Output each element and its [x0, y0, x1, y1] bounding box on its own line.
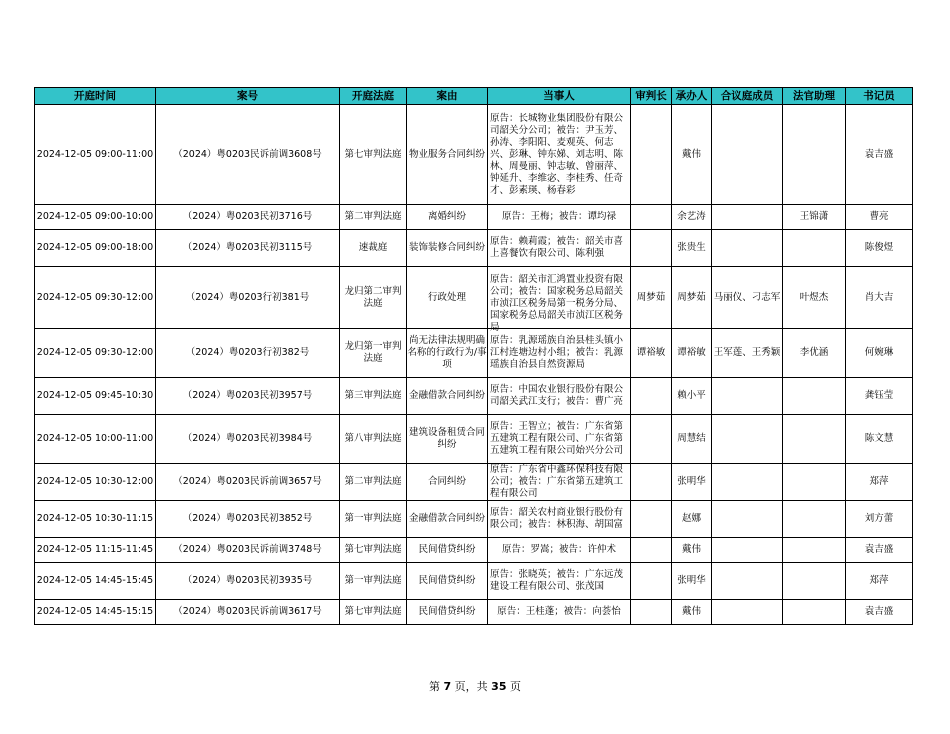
table-row	[35, 267, 913, 329]
cell-chief-judge	[631, 378, 672, 415]
cell-case-number	[156, 230, 340, 267]
cell-clerk-text: 刘方蕾	[864, 513, 894, 524]
header-row	[35, 88, 913, 105]
cell-courtroom-text: 第八审判法庭	[344, 433, 402, 444]
cell-handler	[672, 267, 712, 329]
cell-clerk	[846, 538, 913, 563]
cell-courtroom	[340, 501, 407, 538]
cell-parties	[488, 415, 631, 464]
cell-clerk	[846, 563, 913, 600]
cell-cause-text: 物业服务合同纠纷	[408, 148, 485, 160]
cell-assistant-text: 李优涵	[799, 347, 829, 358]
cell-assistant	[783, 538, 846, 563]
hearing-schedule-table	[34, 87, 913, 625]
cell-handler-text: 谭裕敏	[677, 347, 706, 358]
cell-parties-text: 原告：赖莉霞；被告：韶关市喜上喜餐饮有限公司、陈利强	[490, 236, 624, 259]
cell-assistant	[783, 563, 846, 600]
cell-chief-judge	[631, 600, 672, 625]
cell-case-number-text: （2024）粤0203民初3716号	[182, 211, 313, 222]
cell-clerk	[846, 329, 913, 378]
cell-courtroom	[340, 464, 407, 501]
table-row	[35, 538, 913, 563]
cell-chief-judge-text: 周梦茹	[636, 291, 666, 303]
table-row	[35, 464, 913, 501]
cell-cause-text: 民间借贷纠纷	[418, 544, 476, 555]
header-case-number: 案号	[156, 88, 340, 105]
cell-parties	[488, 600, 631, 625]
cell-parties-text: 原告：韶关农村商业银行股份有限公司；被告：林积海、胡国富	[490, 507, 624, 530]
cell-clerk-text: 袁吉盛	[864, 544, 894, 555]
cell-clerk	[846, 267, 913, 329]
cell-time-text: 2024-12-05 09:45-10:30	[36, 390, 154, 401]
cell-parties	[488, 464, 631, 501]
cell-clerk	[846, 415, 913, 464]
page-footer	[0, 678, 950, 694]
cell-courtroom-text: 速裁庭	[358, 242, 388, 253]
cell-case-number-text: （2024）粤0203民初3984号	[182, 433, 313, 444]
cell-clerk	[846, 464, 913, 501]
cell-panel	[712, 563, 783, 600]
cell-time	[35, 538, 156, 563]
header-cause: 案由	[407, 88, 488, 105]
cell-panel	[712, 538, 783, 563]
cell-clerk	[846, 105, 913, 205]
cell-cause	[407, 600, 488, 625]
cell-assistant-text: 王锦潇	[799, 211, 829, 222]
cell-handler-text: 张明华	[677, 575, 706, 586]
cell-chief-judge	[631, 329, 672, 378]
cell-courtroom	[340, 563, 407, 600]
cell-time	[35, 501, 156, 538]
cell-parties	[488, 329, 631, 378]
cell-clerk-text: 陈俊煜	[864, 242, 894, 253]
cell-case-number	[156, 267, 340, 329]
cell-chief-judge	[631, 464, 672, 501]
cell-handler	[672, 600, 712, 625]
cell-parties-text: 原告：罗嵩；被告：许仲术	[501, 544, 616, 555]
cell-case-number-text: （2024）粤0203民诉前调3748号	[173, 544, 322, 555]
cell-parties-text: 原告：广东省中鑫环保科技有限公司；被告：广东省第五建筑工程有限公司	[490, 464, 624, 499]
cell-assistant	[783, 415, 846, 464]
cell-cause-text: 民间借贷纠纷	[418, 606, 476, 617]
cell-time-text: 2024-12-05 14:45-15:15	[36, 606, 154, 617]
table-row	[35, 329, 913, 378]
cell-clerk-text: 肖大吉	[864, 291, 894, 303]
cell-parties-text: 原告：王梅；被告：谭均禄	[501, 211, 616, 222]
cell-cause-text: 离婚纠纷	[427, 211, 466, 222]
cell-assistant	[783, 267, 846, 329]
cell-parties-text: 原告：中国农业银行股份有限公司韶关武江支行；被告：曹广亮	[490, 384, 624, 407]
cell-case-number-text: （2024）粤0203行初381号	[185, 291, 310, 303]
header-handler: 承办人	[672, 88, 712, 105]
cell-panel	[712, 205, 783, 230]
cell-courtroom-text: 龙归第二审判法庭	[344, 285, 402, 309]
cell-time-text: 2024-12-05 10:00-11:00	[36, 433, 154, 444]
cell-handler	[672, 378, 712, 415]
cell-parties	[488, 378, 631, 415]
cell-clerk-text: 何婉琳	[864, 347, 894, 358]
table-row	[35, 501, 913, 538]
cell-cause	[407, 267, 488, 329]
header-parties: 当事人	[488, 88, 631, 105]
cell-case-number-text: （2024）粤0203民诉前调3657号	[173, 476, 322, 487]
cell-panel	[712, 378, 783, 415]
cell-chief-judge	[631, 538, 672, 563]
cell-cause	[407, 538, 488, 563]
cell-time	[35, 267, 156, 329]
cell-chief-judge	[631, 105, 672, 205]
cell-courtroom-text: 第七审判法庭	[344, 148, 402, 160]
footer-total-pages: 35	[491, 680, 507, 693]
cell-courtroom-text: 龙归第一审判法庭	[344, 341, 402, 364]
cell-parties	[488, 563, 631, 600]
cell-time	[35, 600, 156, 625]
cell-courtroom	[340, 538, 407, 563]
cell-handler	[672, 329, 712, 378]
cell-panel-text: 王军莲、王秀颖	[713, 347, 781, 358]
cell-courtroom	[340, 230, 407, 267]
cell-time-text: 2024-12-05 10:30-12:00	[36, 476, 154, 487]
table-row	[35, 205, 913, 230]
cell-parties	[488, 230, 631, 267]
cell-courtroom	[340, 105, 407, 205]
cell-panel	[712, 415, 783, 464]
cell-assistant	[783, 464, 846, 501]
cell-clerk-text: 龚钰莹	[864, 390, 894, 401]
cell-case-number-text: （2024）粤0203民诉前调3617号	[173, 606, 322, 617]
cell-parties	[488, 501, 631, 538]
cell-time-text: 2024-12-05 09:00-18:00	[36, 242, 154, 253]
cell-panel	[712, 501, 783, 538]
cell-chief-judge	[631, 230, 672, 267]
cell-panel	[712, 105, 783, 205]
cell-handler	[672, 415, 712, 464]
cell-courtroom-text: 第三审判法庭	[344, 390, 402, 401]
table-row	[35, 600, 913, 625]
cell-time	[35, 105, 156, 205]
cell-time-text: 2024-12-05 14:45-15:45	[36, 575, 154, 586]
cell-cause-text: 行政处理	[427, 291, 466, 303]
cell-handler-text: 周慧结	[677, 433, 706, 444]
cell-cause	[407, 205, 488, 230]
cell-chief-judge	[631, 501, 672, 538]
cell-assistant	[783, 501, 846, 538]
cell-cause	[407, 464, 488, 501]
header-assistant: 法官助理	[783, 88, 846, 105]
header-courtroom: 开庭法庭	[340, 88, 407, 105]
cell-panel	[712, 329, 783, 378]
cell-parties-text: 原告：王智立；被告：广东省第五建筑工程有限公司、广东省第五建筑工程有限公司始兴分公司	[490, 421, 624, 456]
cell-handler	[672, 205, 712, 230]
cell-case-number	[156, 600, 340, 625]
cell-parties-text: 原告：王桂蓬；被告：向荟怡	[497, 606, 621, 617]
cell-case-number	[156, 501, 340, 538]
cell-clerk-text: 郑萍	[869, 575, 889, 586]
cell-case-number-text: （2024）粤0203民诉前调3608号	[173, 148, 322, 160]
cell-handler-text: 周梦茹	[677, 291, 706, 303]
cell-case-number	[156, 378, 340, 415]
cell-case-number-text: （2024）粤0203民初3115号	[182, 242, 313, 253]
cell-cause	[407, 105, 488, 205]
cell-cause-text: 民间借贷纠纷	[418, 575, 476, 586]
cell-cause	[407, 501, 488, 538]
cell-time-text: 2024-12-05 09:30-12:00	[36, 291, 154, 303]
cell-cause	[407, 230, 488, 267]
cell-handler	[672, 563, 712, 600]
cell-chief-judge	[631, 267, 672, 329]
cell-parties-text: 原告：韶关市汇鸿置业投资有限公司；被告：国家税务总局韶关市浈江区税务局第一税务分局、国家税务总局韶关市浈江区税务局	[490, 273, 624, 333]
cell-time	[35, 464, 156, 501]
cell-clerk	[846, 205, 913, 230]
cell-chief-judge	[631, 563, 672, 600]
cell-clerk-text: 曹亮	[869, 211, 889, 222]
header-chief-judge: 审判长	[631, 88, 672, 105]
cell-parties	[488, 538, 631, 563]
cell-panel-text: 马丽仪、刁志军	[713, 291, 781, 303]
cell-chief-judge	[631, 415, 672, 464]
cell-assistant-text: 叶煜杰	[799, 291, 829, 303]
cell-handler-text: 戴伟	[681, 606, 701, 617]
cell-courtroom	[340, 329, 407, 378]
cell-case-number-text: （2024）粤0203行初382号	[185, 347, 310, 358]
cell-cause-text: 装饰装修合同纠纷	[408, 242, 485, 253]
cell-cause-text: 合同纠纷	[427, 476, 466, 487]
cell-parties	[488, 267, 631, 333]
cell-courtroom-text: 第二审判法庭	[344, 476, 402, 487]
cell-panel	[712, 600, 783, 625]
cell-case-number-text: （2024）粤0203民初3935号	[182, 575, 313, 586]
table-row	[35, 563, 913, 600]
cell-handler-text: 赵娜	[681, 513, 701, 524]
header-time: 开庭时间	[35, 88, 156, 105]
cell-courtroom-text: 第一审判法庭	[344, 513, 402, 524]
cell-handler-text: 戴伟	[681, 544, 701, 555]
cell-cause-text: 尚无法律法规明确名称的行政行为/事项	[407, 335, 487, 370]
cell-time-text: 2024-12-05 09:30-12:00	[36, 347, 154, 358]
cell-handler-text: 张贵生	[677, 242, 706, 253]
cell-parties	[488, 205, 631, 230]
cell-cause	[407, 415, 488, 464]
cell-clerk	[846, 378, 913, 415]
cell-handler-text: 戴伟	[681, 148, 701, 160]
cell-courtroom	[340, 205, 407, 230]
footer-page-number: 7	[443, 680, 452, 693]
cell-panel	[712, 464, 783, 501]
cell-clerk-text: 袁吉盛	[864, 148, 894, 160]
cell-courtroom	[340, 378, 407, 415]
table-row	[35, 378, 913, 415]
cell-clerk	[846, 600, 913, 625]
cell-handler	[672, 230, 712, 267]
table-row	[35, 415, 913, 464]
cell-cause-text: 建筑设备租赁合同纠纷	[408, 427, 485, 450]
cell-courtroom-text: 第一审判法庭	[344, 575, 402, 586]
cell-time	[35, 329, 156, 378]
cell-assistant	[783, 205, 846, 230]
cell-assistant	[783, 105, 846, 205]
cell-time	[35, 205, 156, 230]
cell-handler-text: 张明华	[677, 476, 706, 487]
cell-time	[35, 415, 156, 464]
cell-clerk-text: 郑萍	[869, 476, 889, 487]
cell-assistant	[783, 600, 846, 625]
cell-courtroom	[340, 267, 407, 329]
cell-courtroom	[340, 415, 407, 464]
footer-prefix: 第	[429, 680, 441, 693]
cell-time	[35, 563, 156, 600]
cell-case-number	[156, 415, 340, 464]
cell-assistant	[783, 378, 846, 415]
cell-handler	[672, 464, 712, 501]
cell-case-number	[156, 464, 340, 501]
cell-cause-text: 金融借款合同纠纷	[408, 390, 485, 401]
cell-panel	[712, 267, 783, 329]
cell-clerk-text: 袁吉盛	[864, 606, 894, 617]
cell-case-number	[156, 329, 340, 378]
cell-handler-text: 余艺涛	[677, 211, 706, 222]
cell-case-number	[156, 538, 340, 563]
cell-case-number	[156, 563, 340, 600]
cell-courtroom-text: 第七审判法庭	[344, 606, 402, 617]
cell-courtroom-text: 第七审判法庭	[344, 544, 402, 555]
cell-clerk	[846, 230, 913, 267]
cell-parties-text: 原告：乳源瑶族自治县桂头镇小江村连塘边村小组；被告：乳源瑶族自治县自然资源局	[490, 335, 624, 370]
cell-chief-judge	[631, 205, 672, 230]
footer-middle: 页，共	[454, 680, 488, 693]
table-row	[35, 105, 913, 205]
cell-time-text: 2024-12-05 11:15-11:45	[36, 544, 154, 555]
cell-parties-text: 原告：长城物业集团股份有限公司韶关分公司；被告：尹玉芳、孙涛、李阳阳、麦观英、何志兴、彭琳、钟东娣、刘志明、陈林、周曼丽、钟志敏、曾丽萍、钟延升、李维宓、李桂秀、任奇才、彭素瑛、杨春彩	[490, 112, 624, 196]
cell-time-text: 2024-12-05 09:00-10:00	[36, 211, 154, 222]
cell-panel	[712, 230, 783, 267]
cell-time	[35, 230, 156, 267]
cell-handler	[672, 501, 712, 538]
cell-assistant	[783, 329, 846, 378]
cell-cause	[407, 563, 488, 600]
header-clerk: 书记员	[846, 88, 913, 105]
cell-parties-text: 原告：张晓英；被告：广东远茂建设工程有限公司、张茂国	[490, 569, 624, 592]
cell-cause	[407, 378, 488, 415]
footer-suffix: 页	[509, 680, 521, 693]
cell-case-number-text: （2024）粤0203民初3852号	[182, 513, 313, 524]
cell-handler-text: 赖小平	[677, 390, 706, 401]
table-row	[35, 230, 913, 267]
cell-courtroom-text: 第二审判法庭	[344, 211, 402, 222]
cell-clerk	[846, 501, 913, 538]
cell-time-text: 2024-12-05 10:30-11:15	[36, 513, 154, 524]
header-panel: 合议庭成员	[712, 88, 783, 105]
cell-time-text: 2024-12-05 09:00-11:00	[36, 148, 154, 160]
cell-case-number	[156, 205, 340, 230]
cell-handler	[672, 538, 712, 563]
cell-cause	[407, 329, 488, 378]
cell-handler	[672, 105, 712, 205]
cell-parties	[488, 105, 631, 205]
cell-case-number-text: （2024）粤0203民初3957号	[182, 390, 313, 401]
cell-clerk-text: 陈文慧	[864, 433, 894, 444]
cell-assistant	[783, 230, 846, 267]
cell-cause-text: 金融借款合同纠纷	[408, 513, 485, 524]
cell-courtroom	[340, 600, 407, 625]
cell-time	[35, 378, 156, 415]
cell-chief-judge-text: 谭裕敏	[636, 347, 666, 358]
cell-case-number	[156, 105, 340, 205]
